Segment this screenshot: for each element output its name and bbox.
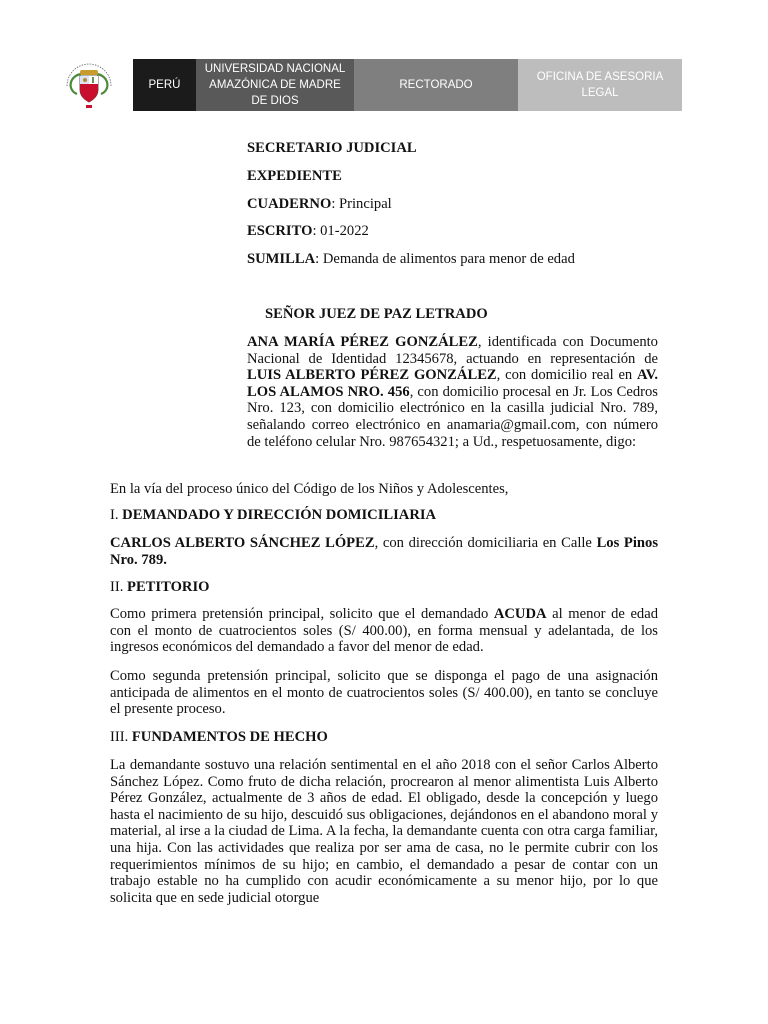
section-1-title: DEMANDADO Y DIRECCIÓN DOMICILIARIA xyxy=(122,507,437,523)
defendant-text: , con dirección domiciliaria en Calle xyxy=(374,535,597,551)
section-2-heading xyxy=(110,579,658,596)
plaintiff-name: ANA MARÍA PÉREZ GONZÁLEZ xyxy=(247,334,478,350)
section-2-number: II. xyxy=(110,579,128,595)
header-office-tab xyxy=(518,59,682,111)
sumilla-label: SUMILLA xyxy=(247,251,316,267)
section-1-heading xyxy=(110,507,658,524)
minor-name: LUIS ALBERTO PÉREZ GONZÁLEZ xyxy=(247,367,497,384)
caption-cuaderno xyxy=(247,196,392,213)
defendant-address: Los Pinos Nro. 789. xyxy=(110,535,658,568)
header-university-label: UNIVERSIDAD NACIONAL AMAZÓNICA DE MADRE DE DIOS xyxy=(204,63,346,107)
header-university-tab xyxy=(196,59,354,111)
petitorio-acuda: ACUDA xyxy=(493,606,547,622)
defendant-paragraph xyxy=(110,535,658,568)
section-3-number: III. xyxy=(110,729,132,745)
petitorio-text-a: Como primera pretensión principal, solicito que el demandado xyxy=(110,606,494,622)
header-peru-label: PERÚ xyxy=(148,79,181,91)
fundamentos-paragraph: La demandante sostuvo una relación sentimental en el año 2018 con el señor Carlos Alberto Sánchez López. Como fruto de dicha relación, procrearon al menor alimentista Luis Alberto Pérez González, actualmente de 3 años de edad. El obligado, desde la concepción y luego hasta el nacimiento de su hijo, descuidó sus obligaciones, dejándonos en el abandono moral y material, al irse a la ciudad de Lima. A la fecha, la demandante cuenta con otra carga familiar, una hija. Con las actividades que realiza por ser ama de casa, no le permite cubrir con los requerimientos mínimos de su hijo; en cambio, el demandado a pesar de contar con un trabajo estable no ha cumplido con acudir económicamente a su menor hijo, por lo que solicita que en sede judicial otorgue xyxy=(110,757,658,906)
plaintiff-address: AV. LOS ALAMOS NRO. 456 xyxy=(247,367,659,400)
petitorio-paragraph-1 xyxy=(110,606,658,656)
petitorio-paragraph-2: Como segunda pretensión principal, solicito que se disponga el pago de una asignación anticipada de alimentos en el monto de cuatrocientos soles (S/ 400.00), en tanto se concluye el presente proceso. xyxy=(110,668,658,718)
caption-secretario: SECRETARIO JUDICIAL xyxy=(247,140,417,156)
plaintiff-paragraph xyxy=(247,334,658,450)
caption-escrito xyxy=(247,223,369,240)
defendant-name: CARLOS ALBERTO SÁNCHEZ LÓPEZ xyxy=(110,535,375,551)
caption-sumilla xyxy=(247,251,575,268)
intro-line: En la vía del proceso único del Código de los Niños y Adolescentes, xyxy=(110,481,509,497)
plaintiff-text-1: , identificada con Documento Nacional de Identidad 12345678, actuando en representación de xyxy=(247,334,658,367)
peru-coat-of-arms xyxy=(57,60,121,112)
section-3-heading xyxy=(110,729,658,746)
header-office-label: OFICINA DE ASESORIA LEGAL xyxy=(536,71,664,99)
escrito-value: : 01-2022 xyxy=(312,223,369,239)
cuaderno-value: : Principal xyxy=(331,196,392,212)
plaintiff-text-2: , con domicilio real en xyxy=(496,367,638,384)
escrito-label: ESCRITO xyxy=(247,223,313,239)
cuaderno-label: CUADERNO xyxy=(247,196,332,212)
section-2-title: PETITORIO xyxy=(127,579,210,595)
header-peru-tab xyxy=(133,59,196,111)
plaintiff-text-3: , con domicilio procesal en Jr. Los Cedros Nro. 123, con domicilio electrónico en la casilla judicial Nro. 789, señalando correo electrónico en anamaria@gmail.com, con número de teléfono celular Nro. 987654321; a Ud., respetuosamente, digo: xyxy=(247,383,658,450)
sumilla-value: : Demanda de alimentos para menor de edad xyxy=(315,251,575,267)
section-3-title: FUNDAMENTOS DE HECHO xyxy=(131,729,328,745)
caption-expediente: EXPEDIENTE xyxy=(247,168,342,184)
addressee: SEÑOR JUEZ DE PAZ LETRADO xyxy=(265,306,488,322)
petitorio-text-c: al menor de edad con el monto de cuatrocientos soles (S/ 400.00), en forma mensual y adelantada, de los ingresos económicos del demandado a favor del menor de edad. xyxy=(110,606,658,656)
section-1-number: I. xyxy=(110,507,123,523)
header-rectorado-label: RECTORADO xyxy=(399,79,473,91)
header-rectorado-tab xyxy=(354,59,518,111)
